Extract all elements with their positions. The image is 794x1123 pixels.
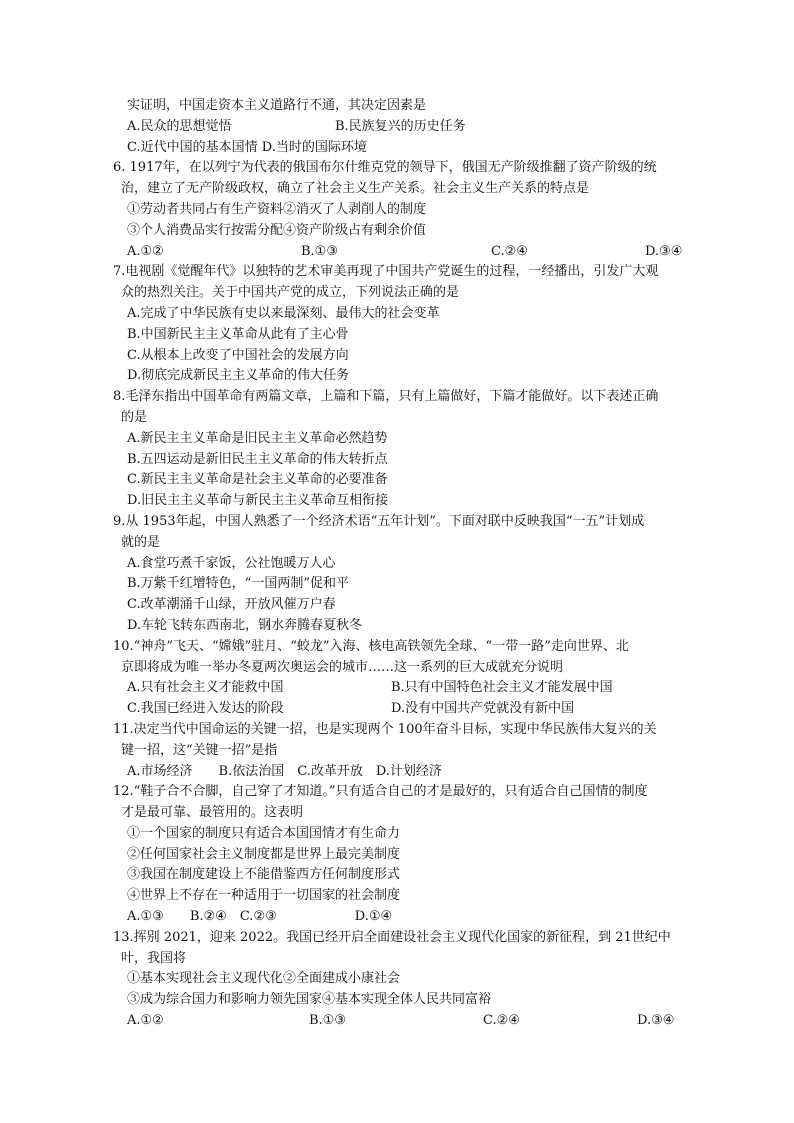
text-line: 京即将成为唯一举办冬夏两次奥运会的城市……这一系列的巨大成就充分说明 — [121, 659, 564, 675]
option-d: D.没有中国共产党就没有新中国 — [391, 701, 575, 717]
option-line: A.食堂巧煮千家饭，公社饱暖万人心 — [127, 555, 336, 571]
text-line: ③个人消费品实行按需分配④资产阶级占有剩余价值 — [127, 222, 427, 238]
text-line: 才是最可靠、最管用的。这表明 — [121, 805, 304, 821]
question-line: 13.挥别 2021，迎来 2022。我国已经开启全面建设社会主义现代化国家的新征程，到 21世纪中 — [113, 929, 671, 945]
option-line: D.彻底完成新民主主义革命的伟大任务 — [127, 368, 350, 384]
text-line: C.近代中国的基本国情 D.当时的国际环境 — [127, 139, 367, 155]
option-line: D.旧民主主义革命与新民主主义革命互相衔接 — [127, 493, 389, 509]
option-line: A.市场经济 B.依法治国 C.改革开放 D.计划经济 — [127, 763, 442, 779]
option-line: ④世界上不存在一种适用于一切国家的社会制度 — [127, 888, 401, 904]
option-line: C.改革潮涌千山绿，开放风催万户春 — [127, 597, 336, 613]
option-line: C.新民主主义革命是社会主义革命的必要准备 — [127, 472, 388, 488]
option-line: D.车轮飞转东西南北，钢水奔腾春夏秋冬 — [127, 617, 363, 633]
option-d: D.③④ — [645, 243, 683, 259]
option-line: C.从根本上改变了中国社会的发展方向 — [127, 347, 349, 363]
option-a: A.只有社会主义才能救中国 — [127, 680, 284, 696]
option-line: ②任何国家社会主义制度都是世界上最完美制度 — [127, 846, 401, 862]
option-row — [113, 242, 703, 263]
option-line: ③我国在制度建设上不能借鉴西方任何制度形式 — [127, 867, 401, 883]
text-line: 叶，我国将 — [121, 950, 187, 966]
text-line: 键一招，这“关键一招”是指 — [121, 742, 278, 758]
option-row — [113, 1011, 703, 1032]
option-b: B.①③ — [301, 243, 338, 259]
exam-page — [113, 96, 703, 1032]
option-c: C.②④ — [483, 1013, 520, 1029]
text-line: 就的是 — [121, 534, 161, 550]
option-b: B.民族复兴的历史任务 — [335, 118, 466, 134]
question-line: 10.“神舟”飞天、“嫦娥”驻月、“蛟龙”入海、核电高铁领先全球、“一带一路”走向世界、北 — [113, 638, 629, 654]
question-line: 7.电视剧《觉醒年代》以独特的艺术审美再现了中国共产党诞生的过程，一经播出，引发广大观 — [113, 264, 659, 280]
option-a: A.①② — [127, 243, 164, 259]
text-line: 的是 — [121, 409, 148, 425]
question-line: 12.“鞋子合不合脚，自己穿了才知道。”只有适合自己的才是最好的，只有适合自己国情的制度 — [113, 784, 648, 800]
option-c: C.我国已经进入发达的阶段 — [127, 701, 284, 717]
option-line: ①基本实现社会主义现代化②全面建成小康社会 — [127, 971, 401, 987]
text-line: ①劳动者共同占有生产资料②消灭了人剥削人的制度 — [127, 201, 427, 217]
question-line: 9.从 1953年起，中国人熟悉了一个经济术语“五年计划”。下面对联中反映我国“一五”计划成 — [113, 513, 645, 529]
question-line: 11.决定当代中国命运的关键一招，也是实现两个 100年奋斗目标，实现中华民族伟大复兴的关 — [113, 721, 657, 737]
option-line: ①一个国家的制度只有适合本国国情才有生命力 — [127, 825, 401, 841]
text-line: 实证明，中国走资本主义道路行不通，其决定因素是 — [127, 98, 427, 113]
option-d: D.③④ — [637, 1013, 675, 1029]
option-c: C.②④ — [491, 243, 528, 259]
text-line: 众的热烈关注。关于中国共产党的成立，下列说法正确的是 — [121, 285, 460, 301]
option-line: B.中国新民主主义革命从此有了主心骨 — [127, 326, 349, 342]
option-a: A.民众的思想觉悟 — [127, 118, 232, 134]
option-row — [113, 678, 703, 699]
option-b: B.只有中国特色社会主义才能发展中国 — [391, 680, 613, 696]
option-row — [113, 699, 703, 720]
option-line: A.①③ B.②④ C.②③ D.①④ — [127, 909, 393, 925]
option-row — [113, 117, 703, 138]
text-line: 治，建立了无产阶级政权，确立了社会主义生产关系。社会主义生产关系的特点是 — [121, 181, 590, 197]
option-line: B.万紫千红增特色，“一国两制”促和平 — [127, 576, 349, 592]
question-line: 8.毛泽东指出中国革命有两篇文章，上篇和下篇，只有上篇做好，下篇才能做好。以下表述正确 — [113, 389, 659, 405]
option-line: ③成为综合国力和影响力领先国家④基本实现全体人民共同富裕 — [127, 992, 492, 1008]
option-line: B.五四运动是新旧民主主义革命的伟大转折点 — [127, 451, 388, 467]
option-line: A.完成了中华民族有史以来最深刻、最伟大的社会变革 — [127, 305, 440, 321]
option-b: B.①③ — [309, 1013, 346, 1029]
question-line: 6. 1917年，在以列宁为代表的俄国布尔什维克党的领导下，俄国无产阶级推翻了资产阶级的统 — [113, 160, 657, 176]
option-line: A.新民主主义革命是旧民主主义革命必然趋势 — [127, 430, 388, 446]
option-a: A.①② — [127, 1013, 164, 1029]
